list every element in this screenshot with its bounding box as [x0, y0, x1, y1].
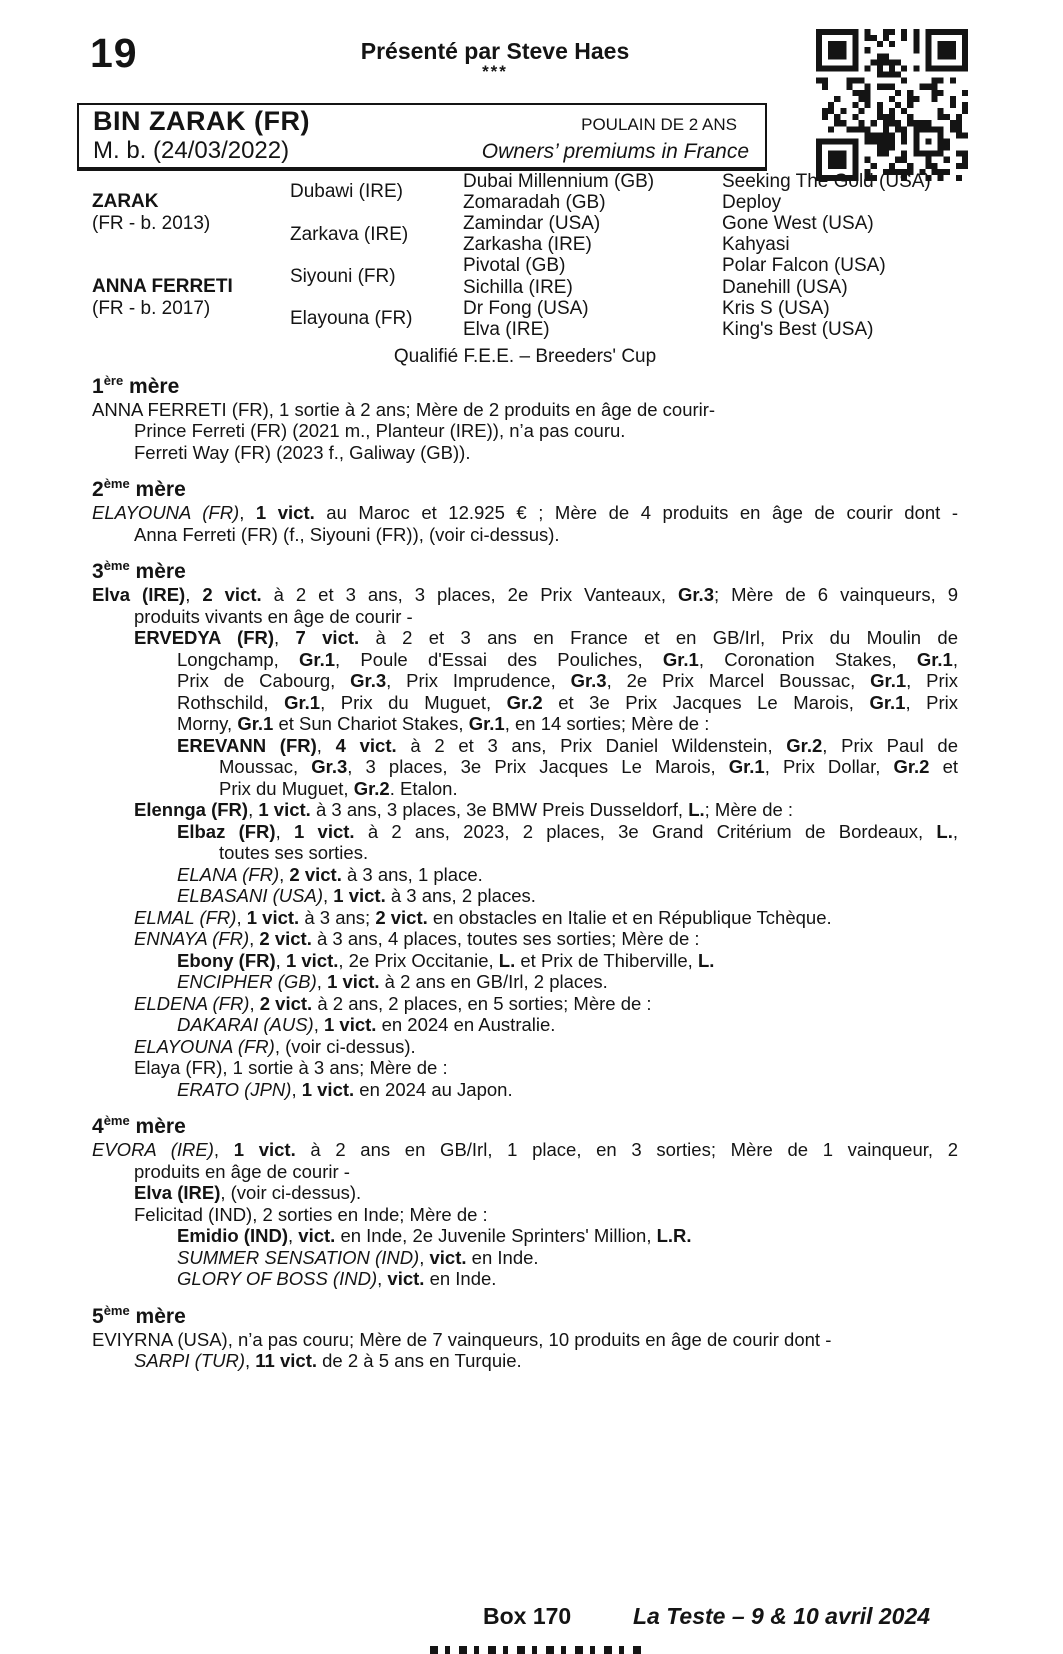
- page-bottom-marks: [430, 1646, 642, 1654]
- pedigree-gen4-entry: Kris S (USA): [722, 297, 830, 319]
- pedigree-line: Emidio (IND), vict. en Inde, 2e Juvenile Sprinters' Million, L.R.: [177, 1225, 692, 1246]
- pedigree-line: EVIYRNA (USA), n’a pas couru; Mère de 7 vainqueurs, 10 produits en âge de courir dont -: [92, 1328, 832, 1350]
- pedigree-line: Felicitad (IND), 2 sorties en Inde; Mère de :: [134, 1203, 488, 1225]
- sale-info: La Teste – 9 & 10 avril 2024: [633, 1603, 931, 1629]
- pedigree-line: ENCIPHER (GB), 1 vict. à 2 ans en GB/Irl, 2 places.: [177, 971, 608, 992]
- pedigree-gen4-entry: Polar Falcon (USA): [722, 255, 886, 277]
- pedigree-line: ELDENA (FR), 2 vict. à 2 ans, 2 places, en 5 sorties; Mère de :: [134, 992, 652, 1014]
- pedigree-line: ERVEDYA (FR), 7 vict. à 2 et 3 ans en France et en GB/Irl, Prix du Moulin de: [134, 627, 958, 648]
- pedigree-line: ELAYOUNA (FR), (voir ci-dessus).: [134, 1035, 416, 1057]
- pedigree-gen4-entry: Danehill (USA): [722, 276, 848, 298]
- pedigree-line: Prix de Cabourg, Gr.3, Prix Imprudence, Gr.3, 2e Prix Marcel Boussac, Gr.1, Prix: [177, 670, 958, 691]
- pedigree-line: Moussac, Gr.3, 3 places, 3e Prix Jacques Le Marois, Gr.1, Prix Dollar, Gr.2 et: [219, 756, 959, 777]
- pedigree-line: Ebony (FR), 1 vict., 2e Prix Occitanie, L. et Prix de Thiberville, L.: [177, 949, 715, 971]
- pedigree-line: EVORA (IRE), 1 vict. à 2 ans en GB/Irl, 1 place, en 3 sorties; Mère de 1 vainqueur, 2: [92, 1139, 959, 1160]
- pedigree-line: ERATO (JPN), 1 vict. en 2024 au Japon.: [177, 1078, 513, 1100]
- dam-sections: [92, 374, 958, 1372]
- pedigree-gen4-entry: Deploy: [722, 191, 782, 213]
- section-heading: 5ème mère: [92, 1302, 186, 1328]
- footer: [92, 1603, 958, 1633]
- pedigree-line: Elva (IRE), (voir ci-dessus).: [134, 1182, 362, 1203]
- pedigree-line: ANNA FERRETI (FR), 1 sortie à 2 ans; Mère de 2 produits en âge de courir-: [92, 398, 716, 420]
- pedigree-gen3-entry: Zarkasha (IRE): [463, 234, 592, 256]
- pedigree-line: ELANA (FR), 2 vict. à 3 ans, 1 place.: [177, 863, 483, 885]
- horse-category: POULAIN DE 2 ANS: [581, 115, 737, 134]
- horse-name-gen1: ZARAK: [92, 191, 159, 213]
- qualification-note: Qualifié F.E.E. – Breeders' Cup: [393, 346, 657, 367]
- pedigree-line: Prince Ferreti (FR) (2021 m., Planteur (IRE)), n’a pas couru.: [134, 420, 626, 441]
- horse-detail-gen1: (FR - b. 2013): [92, 213, 211, 235]
- premiums-note: Owners’ premiums in France: [481, 140, 749, 163]
- pedigree-gen3-entry: Sichilla (IRE): [463, 276, 573, 298]
- pedigree-gen1-entry: [92, 256, 290, 341]
- pedigree-line: ENNAYA (FR), 2 vict. à 3 ans, 4 places, toutes ses sorties; Mère de :: [134, 928, 700, 949]
- pedigree-line: Morny, Gr.1 et Sun Chariot Stakes, Gr.1, en 14 sorties; Mère de :: [177, 713, 710, 734]
- pedigree-line: toutes ses sorties.: [219, 842, 369, 863]
- pedigree-text: [92, 346, 958, 1372]
- pedigree-line: SARPI (TUR), 11 vict. de 2 à 5 ans en Turquie.: [134, 1350, 522, 1371]
- pedigree-gen4-entry: King's Best (USA): [722, 318, 874, 340]
- title-box: [77, 103, 767, 171]
- pedigree-gen3-entry: Dr Fong (USA): [463, 297, 589, 319]
- lot-number: 19: [90, 30, 138, 76]
- horse-detail-gen1: (FR - b. 2017): [92, 298, 211, 320]
- pedigree-line: Elva (IRE), 2 vict. à 2 et 3 ans, 3 places, 2e Prix Vanteaux, Gr.3; Mère de 6 vainqueurs, 9: [92, 584, 958, 605]
- section-heading: 3ème mère: [92, 558, 186, 583]
- pedigree-line: Elbaz (FR), 1 vict. à 2 ans, 2023, 2 places, 3e Grand Critérium de Bordeaux, L.,: [177, 820, 958, 842]
- section-heading: 2ème mère: [92, 476, 186, 501]
- pedigree-line: Prix du Muguet, Gr.2. Etalon.: [219, 777, 458, 799]
- pedigree-gen4-entry: Kahyasi: [722, 234, 790, 256]
- pedigree-line: ELAYOUNA (FR), 1 vict. au Maroc et 12.925 € ; Mère de 4 produits en âge de courir dont -: [92, 502, 959, 523]
- pedigree-table: [92, 171, 958, 341]
- pedigree-gen3-entry: Zamindar (USA): [463, 212, 601, 234]
- pedigree-line: DAKARAI (AUS), 1 vict. en 2024 en Australie.: [177, 1014, 556, 1035]
- pedigree-line: EREVANN (FR), 4 vict. à 2 et 3 ans, Prix Daniel Wildenstein, Gr.2, Prix Paul de: [177, 734, 958, 756]
- pedigree-line: ELBASANI (USA), 1 vict. à 3 ans, 2 places.: [177, 885, 536, 906]
- pedigree-line: Ferreti Way (FR) (2023 f., Galiway (GB)).: [134, 441, 471, 463]
- pedigree-gen2-entry: Elayouna (FR): [290, 308, 413, 330]
- pedigree-line: ELMAL (FR), 1 vict. à 3 ans; 2 vict. en obstacles en Italie et en République Tchèque.: [134, 906, 832, 928]
- pedigree-line: Longchamp, Gr.1, Poule d'Essai des Pouliches, Gr.1, Coronation Stakes, Gr.1,: [177, 648, 958, 670]
- pedigree-line: Anna Ferreti (FR) (f., Siyouni (FR)), (voir ci-dessus).: [134, 523, 560, 545]
- pedigree-gen2-entry: Dubawi (IRE): [290, 181, 403, 203]
- section-heading: 4ème mère: [92, 1113, 186, 1138]
- stars-line: ***: [482, 62, 508, 81]
- pedigree-gen3-entry: Zomaradah (GB): [463, 191, 606, 213]
- box-number: Box 170: [483, 1603, 572, 1629]
- pedigree-gen4-entry: Gone West (USA): [722, 212, 874, 234]
- pedigree-line: Elennga (FR), 1 vict. à 3 ans, 3 places, 3e BMW Preis Dusseldorf, L.; Mère de :: [134, 799, 794, 820]
- horse-name: BIN ZARAK (FR): [93, 106, 310, 136]
- pedigree-gen2-entry: Siyouni (FR): [290, 265, 396, 287]
- pedigree-line: SUMMER SENSATION (IND), vict. en Inde.: [177, 1246, 539, 1268]
- pedigree-line: GLORY OF BOSS (IND), vict. en Inde.: [177, 1268, 497, 1289]
- pedigree-gen3-entry: Dubai Millennium (GB): [463, 170, 655, 192]
- qr-code: [816, 29, 968, 181]
- pedigree-gen1-entry: [92, 171, 290, 256]
- pedigree-line: produits en âge de courir -: [134, 1160, 350, 1182]
- horse-name-gen1: ANNA FERRETI: [92, 276, 233, 298]
- pedigree-gen3-entry: Pivotal (GB): [463, 255, 566, 277]
- pedigree-gen3-entry: Elva (IRE): [463, 318, 550, 340]
- birth-info: M. b. (24/03/2022): [93, 137, 290, 164]
- pedigree-line: Elaya (FR), 1 sortie à 3 ans; Mère de :: [134, 1057, 448, 1078]
- pedigree-gen2-entry: Zarkava (IRE): [290, 223, 409, 245]
- pedigree-line: Rothschild, Gr.1, Prix du Muguet, Gr.2 et 3e Prix Jacques Le Marois, Gr.1, Prix: [177, 691, 958, 713]
- pedigree-line: produits vivants en âge de courir -: [134, 605, 413, 627]
- pedigree-gen4-entry: Seeking The Gold (USA): [722, 170, 931, 192]
- presenter-line: Présenté par Steve Haes: [360, 38, 630, 64]
- section-heading: 1ère mère: [92, 372, 180, 398]
